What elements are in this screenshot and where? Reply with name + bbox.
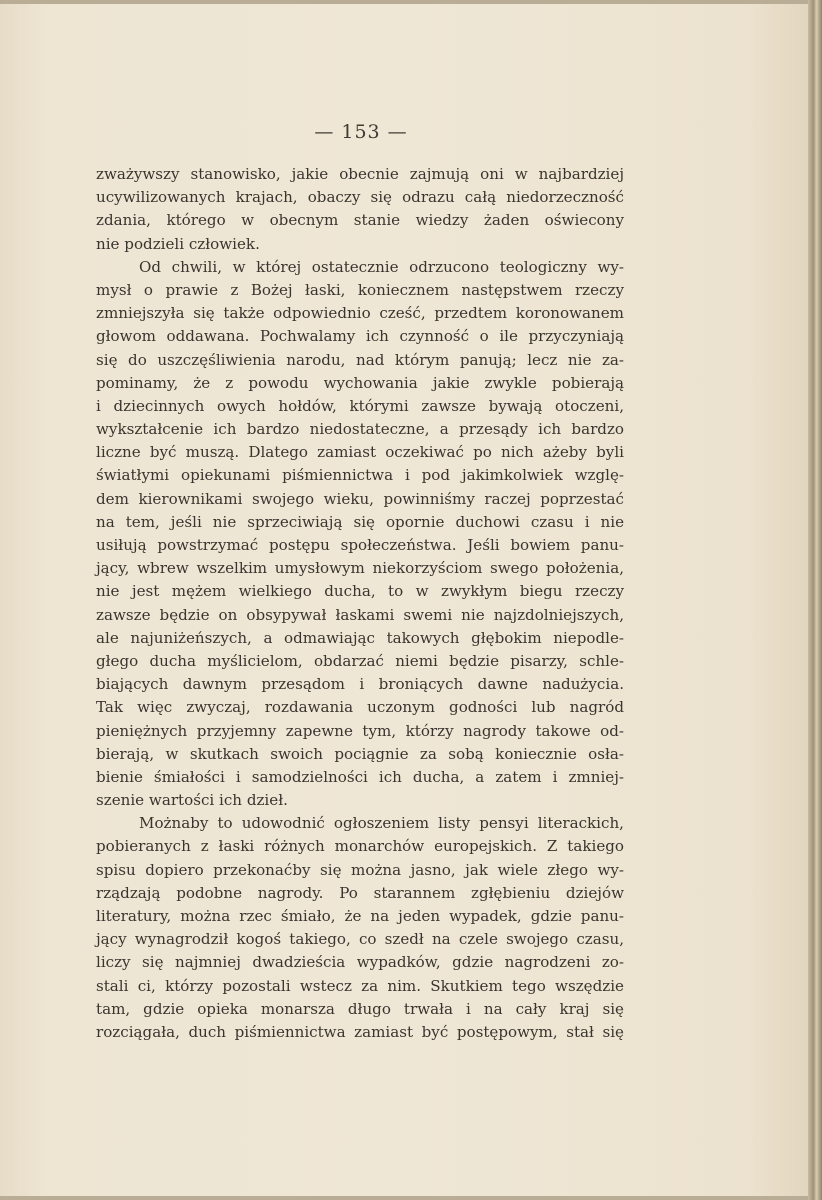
text-line: ale najuniżeńszych, a odmawiając takowych głębokim niepodle- bbox=[96, 628, 624, 647]
text-line: pieniężnych przyjemny zapewne tym, którzy nagrody takowe od- bbox=[96, 721, 624, 740]
text-line: rządzają podobne nagrody. Po starannem zgłębieniu dziejów bbox=[96, 883, 624, 902]
text-line: stali ci, którzy pozostali wstecz za nim. Skutkiem tego wszędzie bbox=[96, 976, 624, 995]
text-line-paragraph-start: Możnaby to udowodnić ogłoszeniem listy pensyi literackich, bbox=[139, 814, 624, 833]
text-line: szenie wartości ich dzieł. bbox=[96, 791, 288, 810]
body-text bbox=[96, 163, 624, 1044]
text-line: pobieranych z łaski różnych monarchów europejskich. Z takiego bbox=[96, 837, 624, 856]
text-line: i dziecinnych owych hołdów, którymi zawsze bywają otoczeni, bbox=[96, 396, 624, 415]
text-line: światłymi opiekunami piśmiennictwa i pod jakimkolwiek wzglę- bbox=[96, 466, 624, 485]
text-line: zdania, którego w obecnym stanie wiedzy żaden oświecony bbox=[96, 211, 624, 230]
text-line: zmniejszyła się także odpowiednio cześć, przedtem koronowanem bbox=[96, 304, 624, 323]
text-line: literatury, można rzec śmiało, że na jeden wypadek, gdzie panu- bbox=[96, 907, 624, 925]
text-line: usiłują powstrzymać postępu społeczeństwa. Jeśli bowiem panu- bbox=[96, 536, 624, 554]
text-line: zważywszy stanowisko, jakie obecnie zajmują oni w najbardziej bbox=[96, 165, 624, 183]
text-line: głego ducha myślicielom, obdarzać niemi będzie pisarzy, schle- bbox=[96, 651, 624, 670]
text-line: biających dawnym przesądom i broniących dawne nadużycia. bbox=[96, 675, 624, 694]
text-line: się do uszczęśliwienia narodu, nad którym panują; lecz nie za- bbox=[96, 350, 624, 369]
text-line: głowom oddawana. Pochwalamy ich czynność o ile przyczyniają bbox=[96, 327, 624, 346]
text-line: nie podzieli człowiek. bbox=[96, 234, 260, 253]
text-line: bierają, w skutkach swoich pociągnie za sobą koniecznie osła- bbox=[96, 744, 624, 763]
text-line: liczy się najmniej dwadzieścia wypadków, gdzie nagrodzeni zo- bbox=[96, 953, 624, 972]
text-line: bienie śmiałości i samodzielności ich ducha, a zatem i zmniej- bbox=[96, 767, 624, 786]
text-line: rozciągała, duch piśmiennictwa zamiast być postępowym, stał się bbox=[96, 1022, 624, 1041]
text-line-paragraph-start: Od chwili, w której ostatecznie odrzucono teologiczny wy- bbox=[139, 257, 624, 276]
book-page bbox=[0, 4, 812, 1196]
text-line: tam, gdzie opieka monarsza długo trwała i na cały kraj się bbox=[96, 999, 624, 1018]
text-line: jący wynagrodził kogoś takiego, co szedł na czele swojego czasu, bbox=[96, 930, 624, 949]
text-line: dem kierownikami swojego wieku, powinniśmy raczej poprzestać bbox=[96, 489, 624, 508]
text-line: na tem, jeśli nie sprzeciwiają się opornie duchowi czasu i nie bbox=[96, 512, 624, 531]
page-number: — 153 — bbox=[314, 121, 408, 143]
text-line: Tak więc zwyczaj, rozdawania uczonym godności lub nagród bbox=[96, 698, 624, 717]
text-line: liczne być muszą. Dlatego zamiast oczekiwać po nich ażeby byli bbox=[96, 443, 624, 462]
paper-edge bbox=[808, 0, 822, 1200]
text-line: ucywilizowanych krajach, obaczy się odrazu całą niedorzeczność bbox=[96, 188, 624, 207]
text-line: mysł o prawie z Bożej łaski, koniecznem następstwem rzeczy bbox=[96, 280, 624, 299]
text-line: wykształcenie ich bardzo niedostateczne, a przesądy ich bardzo bbox=[96, 420, 624, 439]
text-line: jący, wbrew wszelkim umysłowym niekorzyściom swego położenia, bbox=[96, 559, 624, 578]
text-line: nie jest mężem wielkiego ducha, to w zwykłym biegu rzeczy bbox=[96, 582, 624, 601]
text-line: zawsze będzie on obsypywał łaskami swemi nie najzdolniejszych, bbox=[96, 605, 624, 624]
text-line: pominamy, że z powodu wychowania jakie zwykle pobierają bbox=[96, 373, 624, 392]
text-line: spisu dopiero przekonaćby się można jasno, jak wiele złego wy- bbox=[96, 860, 624, 879]
